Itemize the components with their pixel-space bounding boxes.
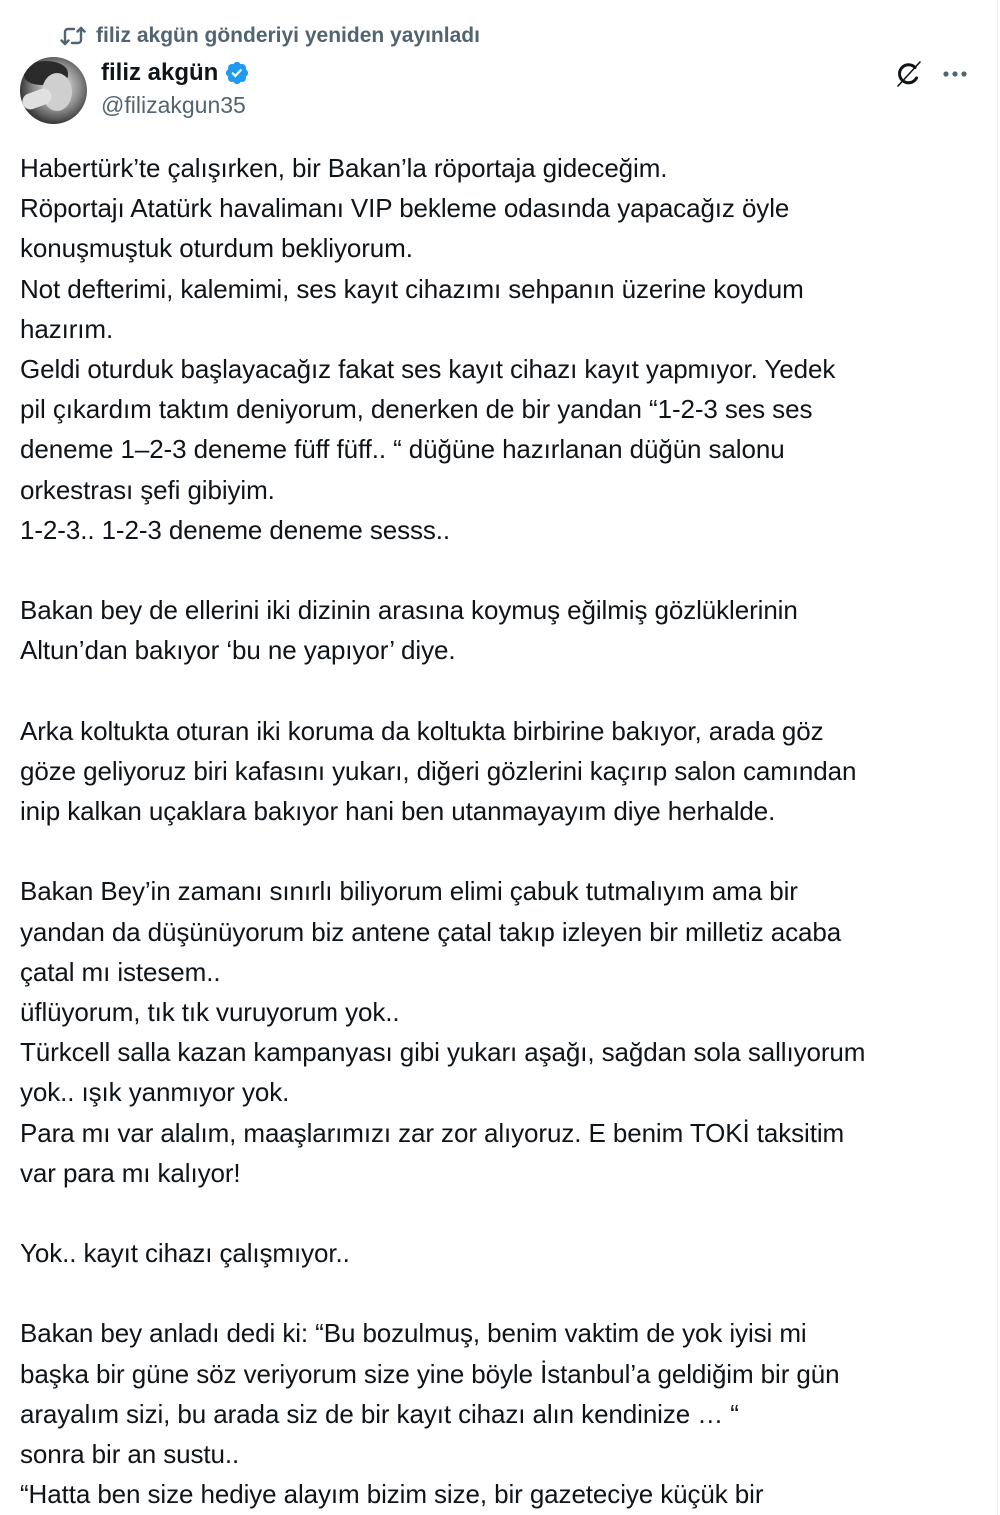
tweet-line: çatal mı istesem.. (20, 956, 221, 987)
tweet-line: Habertürk’te çalışırken, bir Bakan’la röportaja gideceğim. (20, 153, 668, 183)
tweet-blank-line (20, 1273, 980, 1313)
author-block (101, 58, 250, 119)
tweet-blank-line (20, 550, 980, 590)
tweet-line: inip kalkan uçaklara bakıyor hani ben utanmayayım diye herhalde. (20, 796, 776, 826)
author-display-name[interactable]: filiz akgün (101, 59, 219, 86)
tweet-blank-line (20, 831, 980, 871)
tweet-line: başka bir güne söz veriyorum size yine böyle İstanbul’a geldiğim bir gün (20, 1358, 840, 1389)
tweet-blank-line (20, 670, 980, 710)
tweet-line: orkestrası şefi gibiyim. (20, 474, 275, 505)
tweet-line: 1-2-3.. 1-2-3 deneme deneme sesss.. (20, 514, 451, 545)
tweet-line: arayalım sizi, bu arada siz de bir kayıt cihazı alın kendinize … “ (20, 1398, 739, 1429)
tweet-line: Bakan bey de ellerini iki dizinin arasına koymuş eğilmiş gözlüklerinin (20, 595, 798, 626)
avatar[interactable] (20, 57, 87, 124)
tweet-line: yok.. ışık yanmıyor yok. (20, 1077, 290, 1108)
tweet-line: Para mı var alalım, maaşlarımızı zar zor alıyoruz. E benim TOKİ taksitim (20, 1117, 845, 1148)
tweet-text (20, 148, 980, 1514)
tweet-line: pil çıkardım taktım deniyorum, denerken de bir yandan “1-2-3 ses ses (20, 394, 813, 425)
tweet-line: var para mı kalıyor! (20, 1157, 241, 1188)
tweet-line: Bakan bey anladı dedi ki: “Bu bozulmuş, benim vaktim de yok iyisi mi (20, 1318, 807, 1349)
tweet-line: Türkcell salla kazan kampanyası gibi yukarı aşağı, sağdan sola sallıyorum (20, 1037, 866, 1068)
author-handle[interactable]: @filizakgun35 (101, 92, 246, 118)
tweet-line: konuşmuştuk oturdum bekliyorum. (20, 233, 413, 264)
tweet-line: Geldi oturduk başlayacağız fakat ses kayıt cihazı kayıt yapmıyor. Yedek (20, 353, 836, 384)
tweet-line: Altun’dan bakıyor ‘bu ne yapıyor’ diye. (20, 635, 456, 666)
tweet-line: “Hatta ben size hediye alayım bizim size, bir gazeteciye küçük bir (20, 1479, 764, 1510)
grok-icon[interactable] (893, 58, 925, 90)
tweet-line: Bakan Bey’in zamanı sınırlı biliyorum elimi çabuk tutmalıyım ama bir (20, 876, 798, 907)
tweet-line: yandan da düşünüyorum biz antene çatal takıp izleyen bir milletiz acaba (20, 916, 842, 947)
verified-badge-icon[interactable] (224, 60, 250, 86)
tweet-line: sonra bir an sustu.. (20, 1439, 240, 1469)
tweet-line: göze geliyoruz biri kafasını yukarı, diğeri gözlerini kaçırıp salon camından (20, 755, 857, 786)
more-options-icon[interactable] (940, 62, 970, 86)
tweet-line: hazırım. (20, 313, 114, 344)
tweet-blank-line (20, 1193, 980, 1233)
repost-text: filiz akgün gönderiyi yeniden yayınladı (96, 24, 480, 47)
tweet-line: Arka koltukta oturan iki koruma da koltukta birbirine bakıyor, arada göz (20, 715, 824, 746)
repost-icon (60, 25, 86, 47)
repost-indicator[interactable] (60, 22, 480, 50)
tweet-line: üflüyorum, tık tık vuruyorum yok.. (20, 996, 400, 1027)
author-name-row (101, 58, 250, 88)
tweet-line: Röportajı Atatürk havalimanı VIP bekleme odasında yapacağız öyle (20, 193, 790, 224)
timeline-right-border (997, 0, 998, 1515)
tweet-line: Not defterimi, kalemimi, ses kayıt cihazımı sehpanın üzerine koydum (20, 273, 804, 304)
tweet-line: deneme 1–2-3 deneme füff füff.. “ düğüne hazırlanan düğün salonu (20, 434, 785, 465)
tweet-line: Yok.. kayıt cihazı çalışmıyor.. (20, 1238, 350, 1269)
